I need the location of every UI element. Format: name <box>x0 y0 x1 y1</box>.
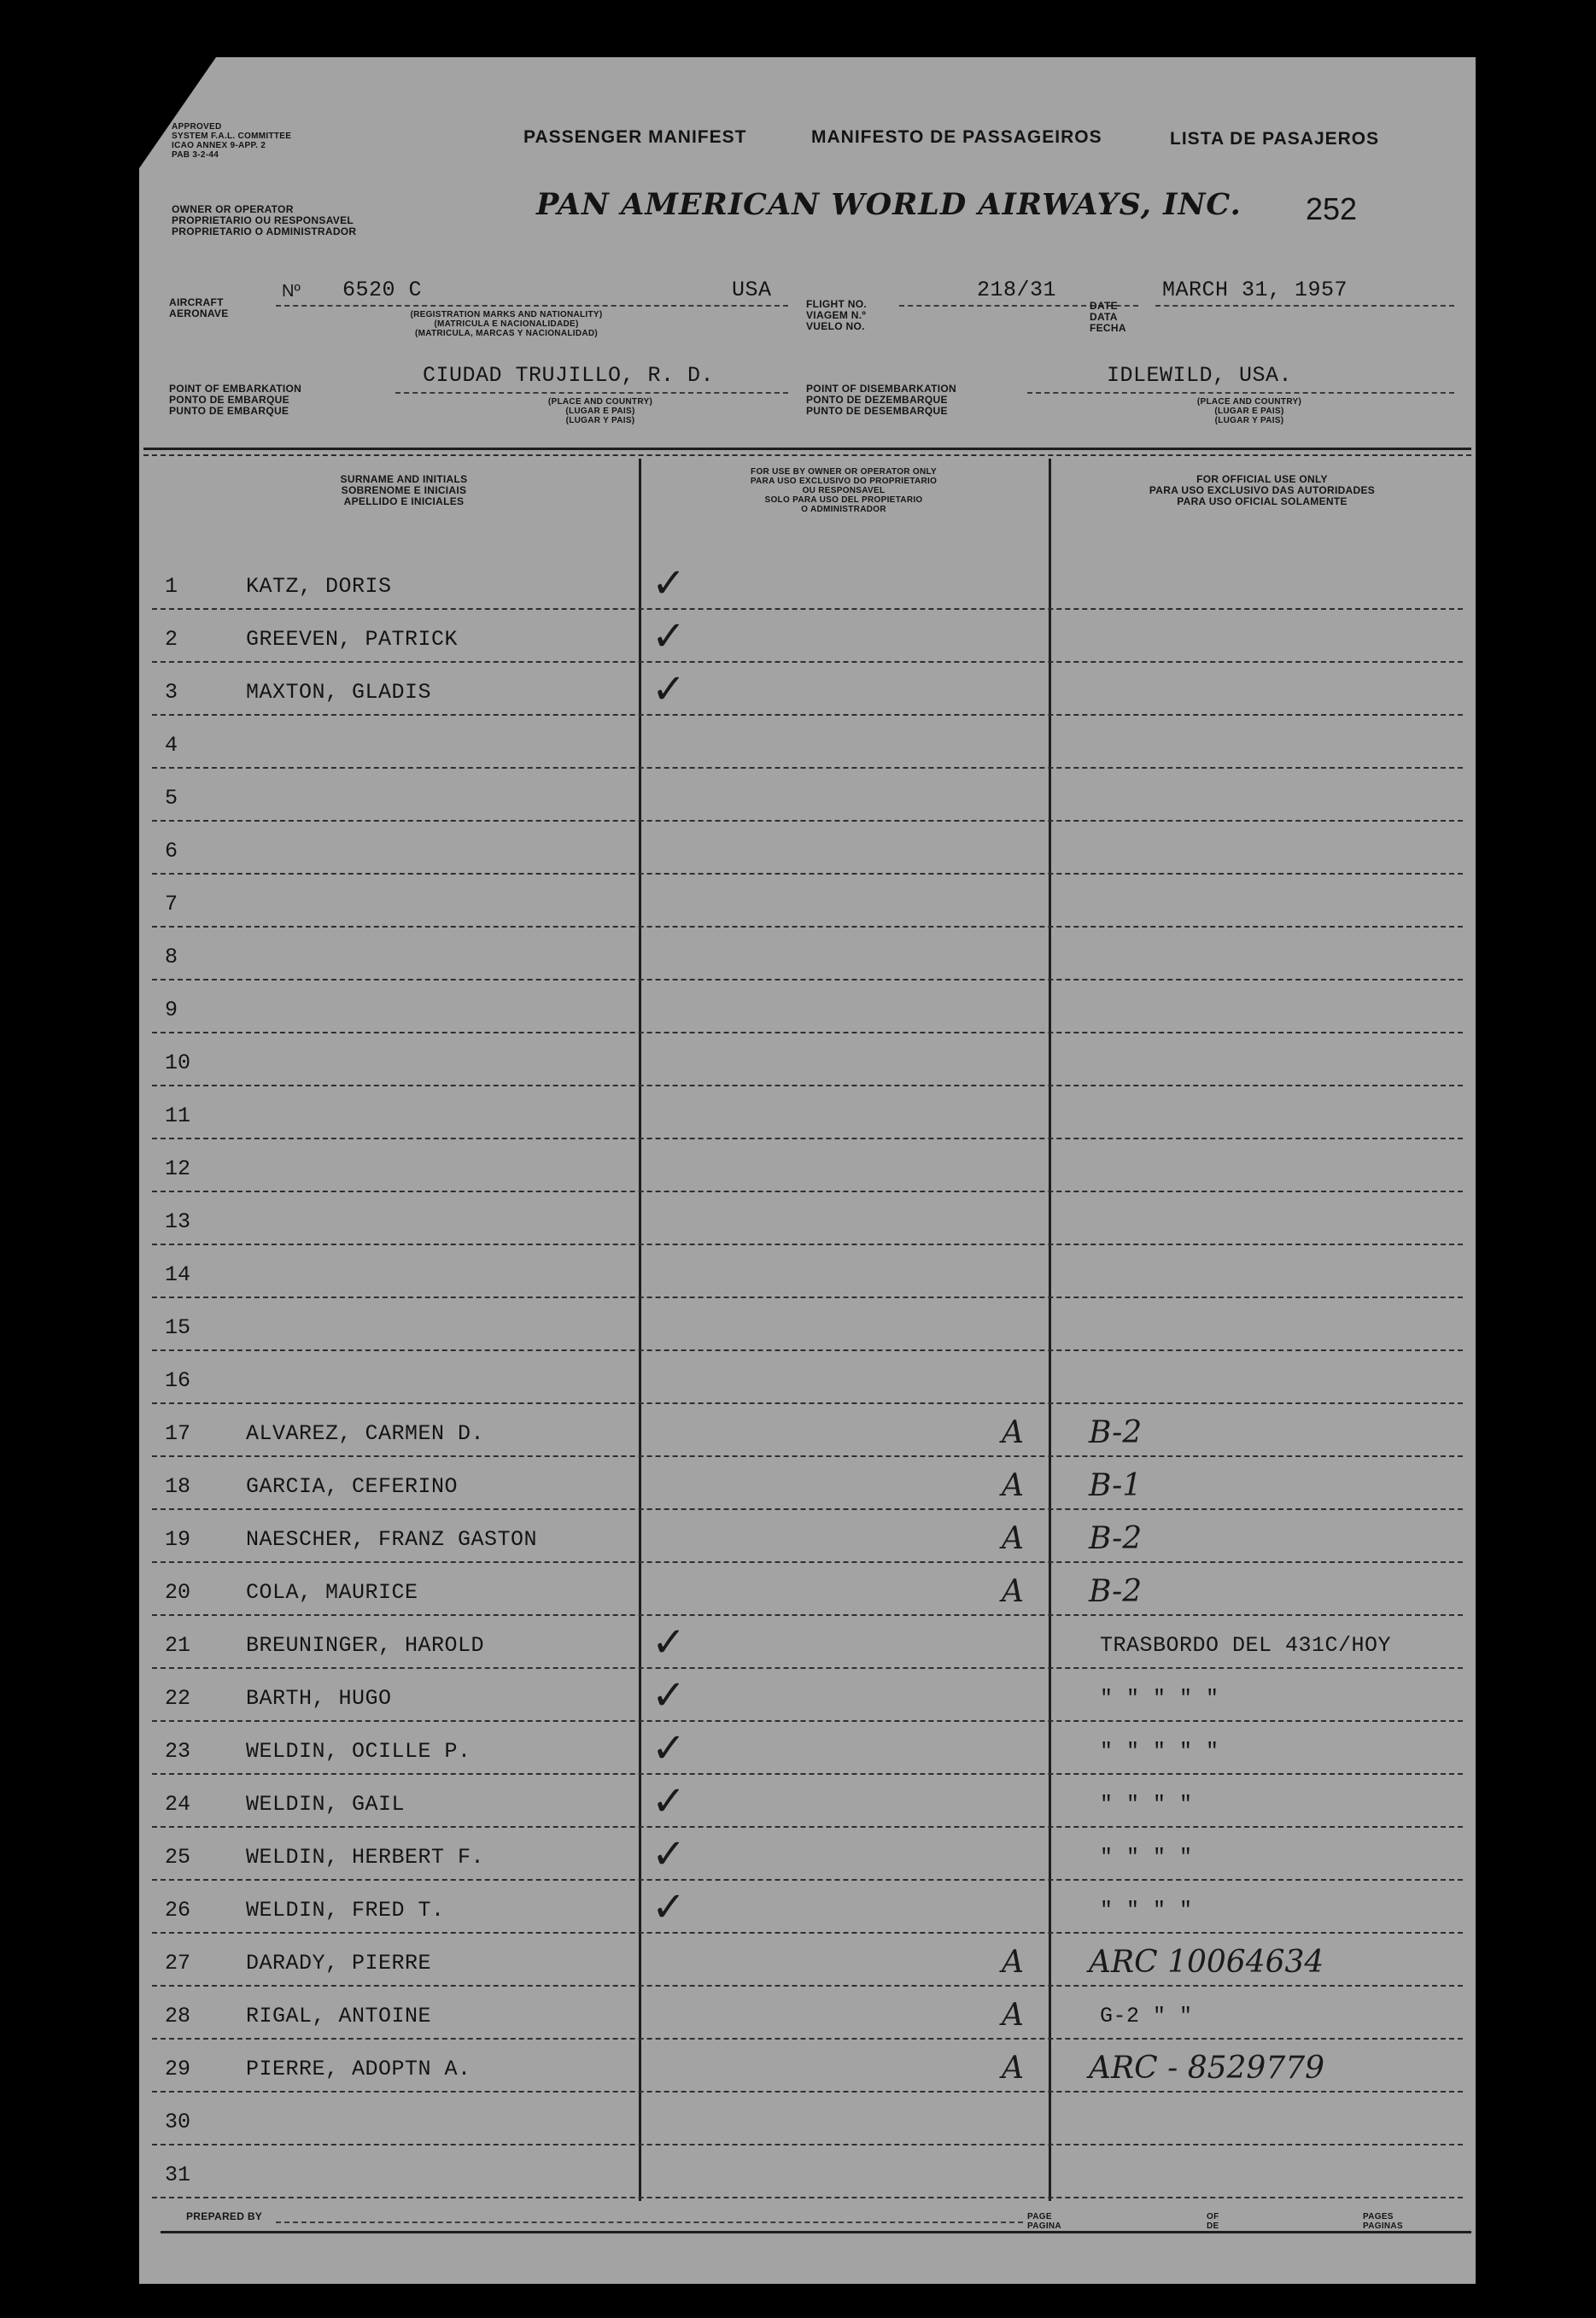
footer-label-line: DE <box>1207 2221 1219 2231</box>
approval-line: SYSTEM F.A.L. COMMITTEE <box>172 132 292 141</box>
sheet-number: 252 <box>1306 191 1358 226</box>
manifest-sheet <box>139 57 1476 2284</box>
official-note: B-2 <box>1089 1415 1143 1450</box>
prepared-by-line <box>276 2221 1023 2223</box>
footer-label-line: PAGES <box>1363 2212 1394 2221</box>
passenger-name: RIGAL, ANTOINE <box>246 2004 432 2028</box>
row-number: 18 <box>165 1474 191 1499</box>
row-number: 24 <box>165 1792 191 1817</box>
disembarkation-labels <box>806 383 956 417</box>
flight-label-line: FLIGHT NO. <box>806 298 867 310</box>
pages-label <box>1363 2212 1403 2231</box>
footer-label-line: OF <box>1207 2212 1219 2221</box>
title-english: PASSENGER MANIFEST <box>523 127 747 147</box>
passenger-name: ALVAREZ, CARMEN D. <box>246 1421 485 1446</box>
row-number: 14 <box>165 1262 191 1287</box>
disembark-label-line: PONTO DE DEZEMBARQUE <box>806 394 948 406</box>
check-mark-icon: ✓ <box>652 559 687 607</box>
check-mark-icon: ✓ <box>652 1777 687 1825</box>
row-rule <box>152 2091 1463 2093</box>
row-rule <box>152 1985 1463 1987</box>
flight-labels <box>806 299 867 332</box>
header-line: SURNAME AND INITIALS <box>340 473 468 485</box>
embark-label-line: POINT OF EMBARKATION <box>169 383 302 395</box>
row-rule <box>152 1402 1463 1404</box>
flight-label-line: VUELO NO. <box>806 320 865 332</box>
row-number: 15 <box>165 1315 191 1340</box>
header-line: SOBRENOME E INICIAIS <box>341 484 467 496</box>
row-number: 1 <box>165 574 178 599</box>
passenger-name: WELDIN, FRED T. <box>246 1898 445 1923</box>
date-labels <box>1090 301 1126 334</box>
approval-line: ICAO ANNEX 9-APP. 2 <box>172 141 266 150</box>
row-number: 7 <box>165 892 178 916</box>
row-number: 17 <box>165 1421 191 1446</box>
row-rule <box>152 1720 1463 1722</box>
header-line: PARA USO EXCLUSIVO DO PROPRIETARIO <box>750 477 938 486</box>
row-number: 27 <box>165 1951 191 1976</box>
date-label-line: DATA <box>1090 311 1118 323</box>
footer-label-line: PAGINA <box>1027 2221 1061 2231</box>
approval-line: APPROVED <box>172 122 222 132</box>
official-note: B-1 <box>1089 1468 1143 1503</box>
column-divider-official <box>1049 459 1051 2201</box>
row-rule <box>152 2038 1463 2040</box>
header-line: PARA USO EXCLUSIVO DAS AUTORIDADES <box>1149 484 1376 496</box>
registration-note <box>336 310 677 338</box>
official-use-column-header <box>1061 474 1463 507</box>
official-note: B-2 <box>1089 1574 1143 1609</box>
date-label-line: DATE <box>1090 300 1118 312</box>
official-note: " " " " <box>1100 1898 1193 1923</box>
note-line: (PLACE AND COUNTRY) <box>547 397 653 407</box>
row-number: 20 <box>165 1580 191 1605</box>
footer-label-line: PAGE <box>1027 2212 1052 2221</box>
passenger-name: GARCIA, CEFERINO <box>246 1474 459 1499</box>
row-number: 30 <box>165 2110 191 2134</box>
embarkation-point: CIUDAD TRUJILLO, R. D. <box>423 363 715 388</box>
approval-block <box>172 122 291 160</box>
flight-date: MARCH 31, 1957 <box>1162 278 1348 302</box>
prepared-by-label: PREPARED BY <box>186 2210 263 2222</box>
official-note: G-2 " " <box>1100 2004 1193 2028</box>
embark-label-line: PONTO DE EMBARQUE <box>169 394 289 406</box>
table-top-rule <box>143 448 1471 450</box>
aircraft-underline <box>276 305 788 307</box>
passenger-name: KATZ, DORIS <box>246 574 392 599</box>
disembarkation-point: IDLEWILD, USA. <box>1107 363 1293 388</box>
row-number: 2 <box>165 627 178 652</box>
official-note: " " " " <box>1100 1845 1193 1870</box>
official-note: ARC - 8529779 <box>1089 2051 1325 2086</box>
official-note: " " " " <box>1100 1792 1193 1817</box>
row-number: 5 <box>165 786 178 811</box>
names-column-header <box>225 474 583 507</box>
passenger-name: NAESCHER, FRANZ GASTON <box>246 1527 538 1552</box>
note-line: (MATRICULA, MARCAS Y NACIONALIDAD) <box>414 329 599 338</box>
owner-label-line: PROPRIETARIO O ADMINISTRADOR <box>172 225 357 237</box>
passenger-name: COLA, MAURICE <box>246 1580 418 1605</box>
row-number: 23 <box>165 1739 191 1764</box>
status-code: A <box>1002 1521 1024 1556</box>
passenger-name: BARTH, HUGO <box>246 1686 392 1711</box>
official-note: " " " " " <box>1100 1739 1219 1764</box>
check-mark-icon: ✓ <box>652 1830 687 1878</box>
owner-labels <box>172 204 356 237</box>
header-line: O ADMINISTRADOR <box>801 505 886 514</box>
row-rule <box>152 661 1463 663</box>
row-rule <box>152 2144 1463 2145</box>
row-number: 26 <box>165 1898 191 1923</box>
status-code: A <box>1002 1945 1024 1980</box>
row-number: 29 <box>165 2057 191 2081</box>
row-number: 25 <box>165 1845 191 1870</box>
row-number: 22 <box>165 1686 191 1711</box>
aircraft-labels <box>169 297 229 319</box>
row-number: 10 <box>165 1051 191 1075</box>
row-number: 4 <box>165 733 178 758</box>
row-rule <box>152 1455 1463 1457</box>
column-divider-owner <box>639 459 641 2201</box>
disembark-label-line: PUNTO DE DESEMBARQUE <box>806 405 948 417</box>
owner-label-line: PROPRIETARIO OU RESPONSAVEL <box>172 214 354 226</box>
date-label-line: FECHA <box>1090 322 1126 334</box>
status-code: A <box>1002 1574 1024 1609</box>
row-rule <box>152 1773 1463 1775</box>
passenger-name: WELDIN, HERBERT F. <box>246 1845 485 1870</box>
row-rule <box>152 1508 1463 1510</box>
official-note: " " " " " <box>1100 1686 1219 1711</box>
header-line: SOLO PARA USO DEL PROPIETARIO <box>764 495 923 505</box>
note-line: (MATRICULA E NACIONALIDADE) <box>434 319 579 329</box>
approval-line: PAB 3-2-44 <box>172 150 219 160</box>
aircraft-label-line: AIRCRAFT <box>169 296 224 308</box>
row-rule <box>152 1561 1463 1563</box>
check-mark-icon: ✓ <box>652 1671 687 1719</box>
row-rule <box>152 820 1463 822</box>
row-rule <box>152 714 1463 716</box>
aircraft-nationality: USA <box>732 278 772 302</box>
row-rule <box>152 1085 1463 1086</box>
embark-label-line: PUNTO DE EMBARQUE <box>169 405 289 417</box>
owner-label-line: OWNER OR OPERATOR <box>172 203 294 215</box>
row-rule <box>152 767 1463 769</box>
footer-label-line: PAGINAS <box>1363 2221 1403 2231</box>
page-label <box>1027 2212 1061 2231</box>
header-line: PARA USO OFICIAL SOLAMENTE <box>1177 495 1348 507</box>
airline-name: PAN AMERICAN WORLD AIRWAYS, INC. <box>536 187 1242 222</box>
passenger-name: WELDIN, GAIL <box>246 1792 406 1817</box>
passenger-name: BREUNINGER, HAROLD <box>246 1633 485 1658</box>
row-rule <box>152 608 1463 610</box>
embark-underline <box>395 392 788 394</box>
status-code: A <box>1002 1468 1024 1503</box>
row-rule <box>152 1826 1463 1828</box>
owner-use-column-header <box>652 467 1036 514</box>
row-rule <box>152 2197 1463 2198</box>
aircraft-registration: 6520 C <box>342 278 423 302</box>
passenger-name: GREEVEN, PATRICK <box>246 627 459 652</box>
check-mark-icon: ✓ <box>652 1724 687 1772</box>
header-line: OU RESPONSAVEL <box>802 486 886 495</box>
row-number: 19 <box>165 1527 191 1552</box>
row-rule <box>152 979 1463 980</box>
row-number: 9 <box>165 998 178 1022</box>
row-number: 13 <box>165 1209 191 1234</box>
note-line: (LUGAR Y PAIS) <box>1214 416 1284 425</box>
disembark-note <box>1147 397 1352 425</box>
row-number: 28 <box>165 2004 191 2028</box>
of-label <box>1207 2212 1219 2231</box>
row-number: 6 <box>165 839 178 863</box>
date-underline <box>1155 305 1454 307</box>
official-note: TRASBORDO DEL 431C/HOY <box>1100 1633 1392 1658</box>
row-number: 16 <box>165 1368 191 1393</box>
row-rule <box>152 926 1463 928</box>
status-code: A <box>1002 2051 1024 2086</box>
header-line: FOR OFFICIAL USE ONLY <box>1196 473 1328 485</box>
flight-number: 218/31 <box>977 278 1057 302</box>
passenger-name: MAXTON, GLADIS <box>246 680 432 705</box>
row-number: 31 <box>165 2163 191 2187</box>
row-rule <box>152 1032 1463 1033</box>
row-rule <box>152 1879 1463 1881</box>
row-number: 3 <box>165 680 178 705</box>
official-note: ARC 10064634 <box>1089 1945 1324 1980</box>
check-mark-icon: ✓ <box>652 665 687 713</box>
row-rule <box>152 1667 1463 1669</box>
embarkation-labels <box>169 383 301 417</box>
header-line: APELLIDO E INICIALES <box>343 495 465 507</box>
disembark-underline <box>1027 392 1454 394</box>
status-code: A <box>1002 1415 1024 1450</box>
row-rule <box>152 1191 1463 1192</box>
passenger-name: PIERRE, ADOPTN A. <box>246 2057 471 2081</box>
row-rule <box>152 1297 1463 1298</box>
row-number: 8 <box>165 945 178 969</box>
row-rule <box>152 873 1463 875</box>
row-rule <box>152 1349 1463 1351</box>
flight-label-line: VIAGEM N.º <box>806 309 867 321</box>
status-code: A <box>1002 1998 1024 2033</box>
title-spanish: LISTA DE PASAJEROS <box>1170 129 1380 149</box>
check-mark-icon: ✓ <box>652 1619 687 1666</box>
note-line: (LUGAR Y PAIS) <box>565 416 635 425</box>
row-rule <box>152 1244 1463 1245</box>
disembark-label-line: POINT OF DISEMBARKATION <box>806 383 957 395</box>
title-portuguese: MANIFESTO DE PASSAGEIROS <box>811 127 1102 147</box>
passenger-name: WELDIN, OCILLE P. <box>246 1739 471 1764</box>
table-top-rule-dashed <box>143 454 1471 456</box>
aircraft-prefix: Nº <box>282 282 301 301</box>
note-line: (PLACE AND COUNTRY) <box>1196 397 1302 407</box>
row-rule <box>152 1614 1463 1616</box>
note-line: (LUGAR E PAIS) <box>565 407 635 416</box>
table-bottom-rule <box>161 2231 1471 2233</box>
note-line: (REGISTRATION MARKS AND NATIONALITY) <box>410 310 603 319</box>
note-line: (LUGAR E PAIS) <box>1214 407 1284 416</box>
row-number: 12 <box>165 1156 191 1181</box>
header-line: FOR USE BY OWNER OR OPERATOR ONLY <box>751 467 937 477</box>
aircraft-label-line: AERONAVE <box>169 307 229 319</box>
passenger-name: DARADY, PIERRE <box>246 1951 432 1976</box>
row-rule <box>152 1932 1463 1934</box>
check-mark-icon: ✓ <box>652 612 687 660</box>
check-mark-icon: ✓ <box>652 1883 687 1931</box>
row-number: 11 <box>165 1103 191 1128</box>
row-rule <box>152 1138 1463 1139</box>
row-number: 21 <box>165 1633 191 1658</box>
embark-note <box>498 397 703 425</box>
official-note: B-2 <box>1089 1521 1143 1556</box>
